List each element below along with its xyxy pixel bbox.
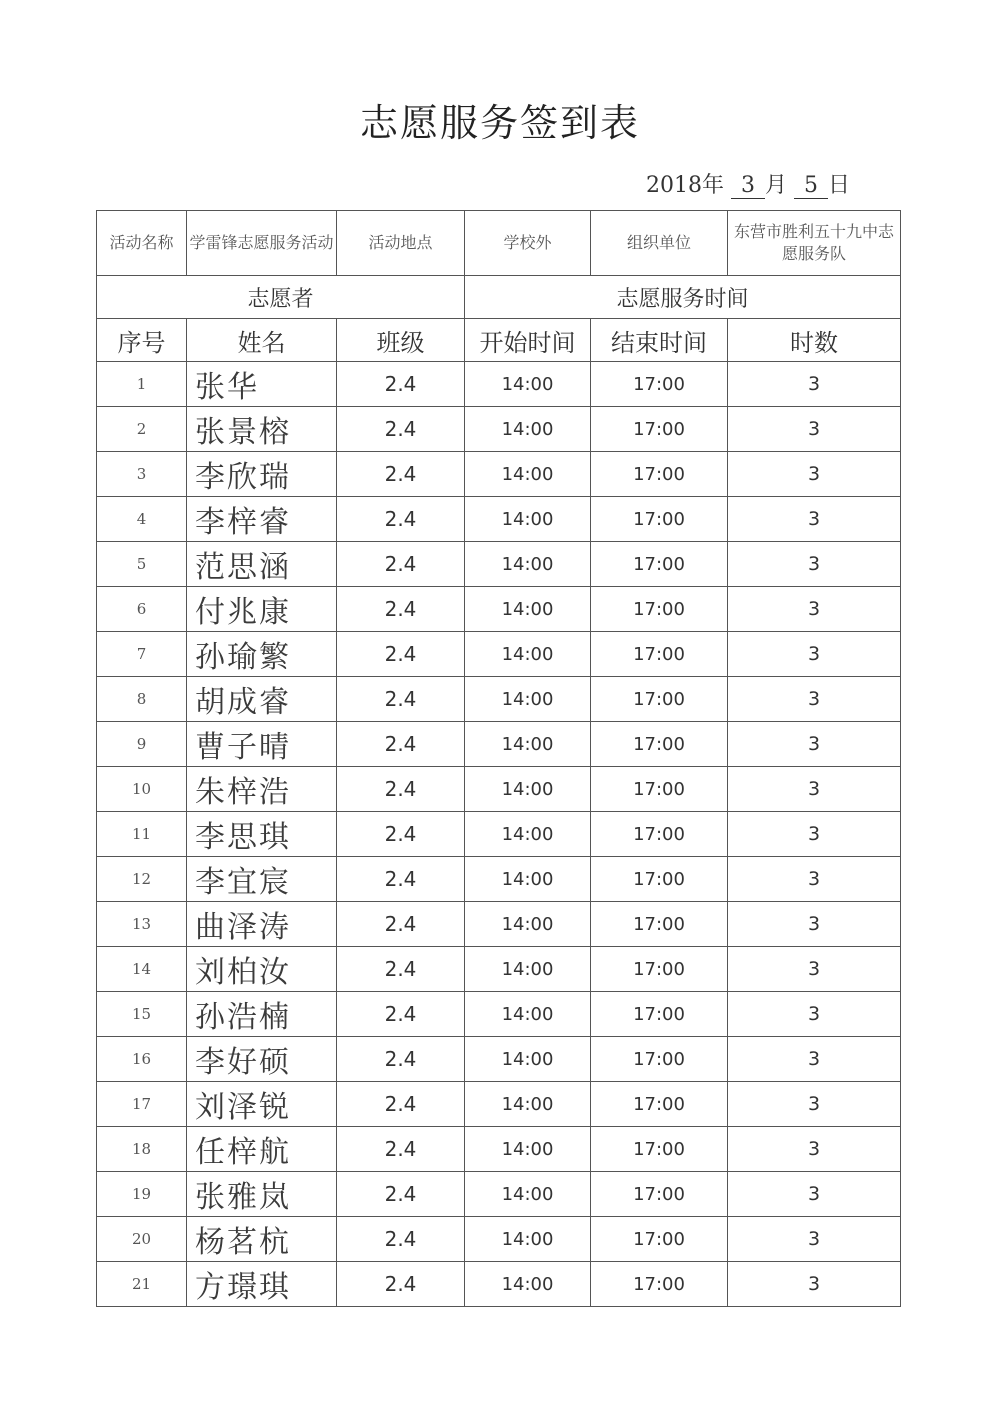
row-hours: 3 — [728, 452, 901, 497]
row-end-time: 17:00 — [591, 452, 728, 497]
row-hours: 3 — [728, 1172, 901, 1217]
row-start-time: 14:00 — [465, 857, 591, 902]
date-month-char: 月 — [765, 173, 788, 198]
row-start-time: 14:00 — [465, 992, 591, 1037]
row-name: 孙浩楠 — [187, 992, 337, 1037]
col-header-class: 班级 — [337, 319, 465, 362]
row-class: 2.4 — [337, 1127, 465, 1172]
row-class: 2.4 — [337, 1217, 465, 1262]
col-header-hours: 时数 — [728, 319, 901, 362]
row-name: 李思琪 — [187, 812, 337, 857]
activity-name-value: 学雷锋志愿服务活动 — [187, 211, 337, 276]
row-class: 2.4 — [337, 542, 465, 587]
row-class: 2.4 — [337, 1172, 465, 1217]
row-name: 孙瑜繁 — [187, 632, 337, 677]
row-class: 2.4 — [337, 362, 465, 407]
row-end-time: 17:00 — [591, 992, 728, 1037]
table-row — [97, 1262, 901, 1307]
row-hours: 3 — [728, 992, 901, 1037]
table-row — [97, 407, 901, 452]
row-start-time: 14:00 — [465, 947, 591, 992]
row-hours: 3 — [728, 902, 901, 947]
row-start-time: 14:00 — [465, 1262, 591, 1307]
row-number: 2 — [97, 407, 187, 452]
row-number: 14 — [97, 947, 187, 992]
row-class: 2.4 — [337, 812, 465, 857]
table-row — [97, 497, 901, 542]
row-hours: 3 — [728, 677, 901, 722]
table-row — [97, 857, 901, 902]
row-start-time: 14:00 — [465, 1127, 591, 1172]
row-name: 刘泽锐 — [187, 1082, 337, 1127]
volunteer-group-header: 志愿者 — [97, 276, 465, 319]
service-time-group-header: 志愿服务时间 — [465, 276, 901, 319]
group-header-row — [97, 276, 901, 319]
row-name: 范思涵 — [187, 542, 337, 587]
col-header-end: 结束时间 — [591, 319, 728, 362]
row-hours: 3 — [728, 1037, 901, 1082]
table-row — [97, 677, 901, 722]
org-label: 组织单位 — [591, 211, 728, 276]
location-value: 学校外 — [465, 211, 591, 276]
row-class: 2.4 — [337, 767, 465, 812]
row-hours: 3 — [728, 1082, 901, 1127]
row-hours: 3 — [728, 812, 901, 857]
table-row — [97, 947, 901, 992]
row-number: 15 — [97, 992, 187, 1037]
row-end-time: 17:00 — [591, 587, 728, 632]
row-start-time: 14:00 — [465, 497, 591, 542]
row-start-time: 14:00 — [465, 677, 591, 722]
row-name: 张华 — [187, 362, 337, 407]
row-class: 2.4 — [337, 722, 465, 767]
row-name: 方璟琪 — [187, 1262, 337, 1307]
row-name: 曹子晴 — [187, 722, 337, 767]
col-header-no: 序号 — [97, 319, 187, 362]
row-end-time: 17:00 — [591, 902, 728, 947]
row-end-time: 17:00 — [591, 1262, 728, 1307]
row-start-time: 14:00 — [465, 542, 591, 587]
row-class: 2.4 — [337, 1082, 465, 1127]
row-end-time: 17:00 — [591, 632, 728, 677]
row-start-time: 14:00 — [465, 407, 591, 452]
row-hours: 3 — [728, 542, 901, 587]
table-row — [97, 362, 901, 407]
sign-date — [646, 168, 850, 199]
row-hours: 3 — [728, 857, 901, 902]
row-start-time: 14:00 — [465, 452, 591, 497]
table-row — [97, 587, 901, 632]
table-row — [97, 722, 901, 767]
row-name: 杨茗杭 — [187, 1217, 337, 1262]
row-end-time: 17:00 — [591, 1082, 728, 1127]
row-end-time: 17:00 — [591, 857, 728, 902]
row-hours: 3 — [728, 407, 901, 452]
table-row — [97, 1127, 901, 1172]
row-start-time: 14:00 — [465, 902, 591, 947]
row-end-time: 17:00 — [591, 947, 728, 992]
row-class: 2.4 — [337, 407, 465, 452]
column-header-row — [97, 319, 901, 362]
table-row — [97, 1037, 901, 1082]
row-end-time: 17:00 — [591, 542, 728, 587]
row-end-time: 17:00 — [591, 1037, 728, 1082]
row-name: 张雅岚 — [187, 1172, 337, 1217]
date-year-char: 年 — [702, 173, 725, 198]
row-number: 11 — [97, 812, 187, 857]
row-hours: 3 — [728, 587, 901, 632]
row-class: 2.4 — [337, 857, 465, 902]
row-end-time: 17:00 — [591, 362, 728, 407]
row-hours: 3 — [728, 1262, 901, 1307]
row-number: 10 — [97, 767, 187, 812]
date-year: 2018 — [646, 173, 702, 198]
row-hours: 3 — [728, 362, 901, 407]
row-name: 李宜宸 — [187, 857, 337, 902]
row-number: 1 — [97, 362, 187, 407]
row-start-time: 14:00 — [465, 1217, 591, 1262]
row-class: 2.4 — [337, 1262, 465, 1307]
row-hours: 3 — [728, 1217, 901, 1262]
date-day-char: 日 — [828, 173, 851, 198]
row-class: 2.4 — [337, 587, 465, 632]
activity-name-label: 活动名称 — [97, 211, 187, 276]
table-row — [97, 992, 901, 1037]
row-class: 2.4 — [337, 677, 465, 722]
row-start-time: 14:00 — [465, 1037, 591, 1082]
row-hours: 3 — [728, 1127, 901, 1172]
row-hours: 3 — [728, 767, 901, 812]
table-row — [97, 1082, 901, 1127]
row-start-time: 14:00 — [465, 362, 591, 407]
table-row — [97, 1172, 901, 1217]
row-name: 任梓航 — [187, 1127, 337, 1172]
row-hours: 3 — [728, 722, 901, 767]
row-end-time: 17:00 — [591, 1217, 728, 1262]
row-class: 2.4 — [337, 1037, 465, 1082]
row-name: 张景榕 — [187, 407, 337, 452]
row-end-time: 17:00 — [591, 677, 728, 722]
row-end-time: 17:00 — [591, 1127, 728, 1172]
table-row — [97, 542, 901, 587]
row-number: 8 — [97, 677, 187, 722]
row-name: 李好硕 — [187, 1037, 337, 1082]
row-class: 2.4 — [337, 632, 465, 677]
table-row — [97, 812, 901, 857]
row-number: 3 — [97, 452, 187, 497]
activity-info-row — [97, 211, 901, 276]
row-number: 16 — [97, 1037, 187, 1082]
row-end-time: 17:00 — [591, 722, 728, 767]
row-end-time: 17:00 — [591, 497, 728, 542]
row-name: 朱梓浩 — [187, 767, 337, 812]
row-name: 付兆康 — [187, 587, 337, 632]
row-number: 5 — [97, 542, 187, 587]
row-name: 李梓睿 — [187, 497, 337, 542]
row-name: 曲泽涛 — [187, 902, 337, 947]
page-title: 志愿服务签到表 — [359, 101, 640, 145]
date-day: 5 — [794, 173, 828, 199]
location-label: 活动地点 — [337, 211, 465, 276]
row-end-time: 17:00 — [591, 407, 728, 452]
row-number: 12 — [97, 857, 187, 902]
row-number: 4 — [97, 497, 187, 542]
sign-in-table — [96, 210, 901, 1307]
row-start-time: 14:00 — [465, 1172, 591, 1217]
date-month: 3 — [731, 173, 765, 199]
col-header-start: 开始时间 — [465, 319, 591, 362]
row-name: 刘柏汝 — [187, 947, 337, 992]
row-class: 2.4 — [337, 902, 465, 947]
row-start-time: 14:00 — [465, 1082, 591, 1127]
row-name: 胡成睿 — [187, 677, 337, 722]
col-header-name: 姓名 — [187, 319, 337, 362]
table-row — [97, 1217, 901, 1262]
row-number: 7 — [97, 632, 187, 677]
row-number: 19 — [97, 1172, 187, 1217]
row-end-time: 17:00 — [591, 1172, 728, 1217]
row-number: 21 — [97, 1262, 187, 1307]
row-hours: 3 — [728, 632, 901, 677]
row-number: 18 — [97, 1127, 187, 1172]
row-class: 2.4 — [337, 992, 465, 1037]
row-number: 13 — [97, 902, 187, 947]
row-start-time: 14:00 — [465, 632, 591, 677]
table-row — [97, 452, 901, 497]
row-start-time: 14:00 — [465, 722, 591, 767]
row-hours: 3 — [728, 497, 901, 542]
row-name: 李欣瑞 — [187, 452, 337, 497]
row-start-time: 14:00 — [465, 812, 591, 857]
table-row — [97, 767, 901, 812]
row-end-time: 17:00 — [591, 812, 728, 857]
table-row — [97, 902, 901, 947]
row-class: 2.4 — [337, 497, 465, 542]
row-end-time: 17:00 — [591, 767, 728, 812]
row-hours: 3 — [728, 947, 901, 992]
row-class: 2.4 — [337, 452, 465, 497]
row-start-time: 14:00 — [465, 767, 591, 812]
row-start-time: 14:00 — [465, 587, 591, 632]
org-value: 东营市胜利五十九中志愿服务队 — [728, 211, 901, 276]
row-number: 9 — [97, 722, 187, 767]
row-class: 2.4 — [337, 947, 465, 992]
table-row — [97, 632, 901, 677]
row-number: 6 — [97, 587, 187, 632]
row-number: 20 — [97, 1217, 187, 1262]
row-number: 17 — [97, 1082, 187, 1127]
